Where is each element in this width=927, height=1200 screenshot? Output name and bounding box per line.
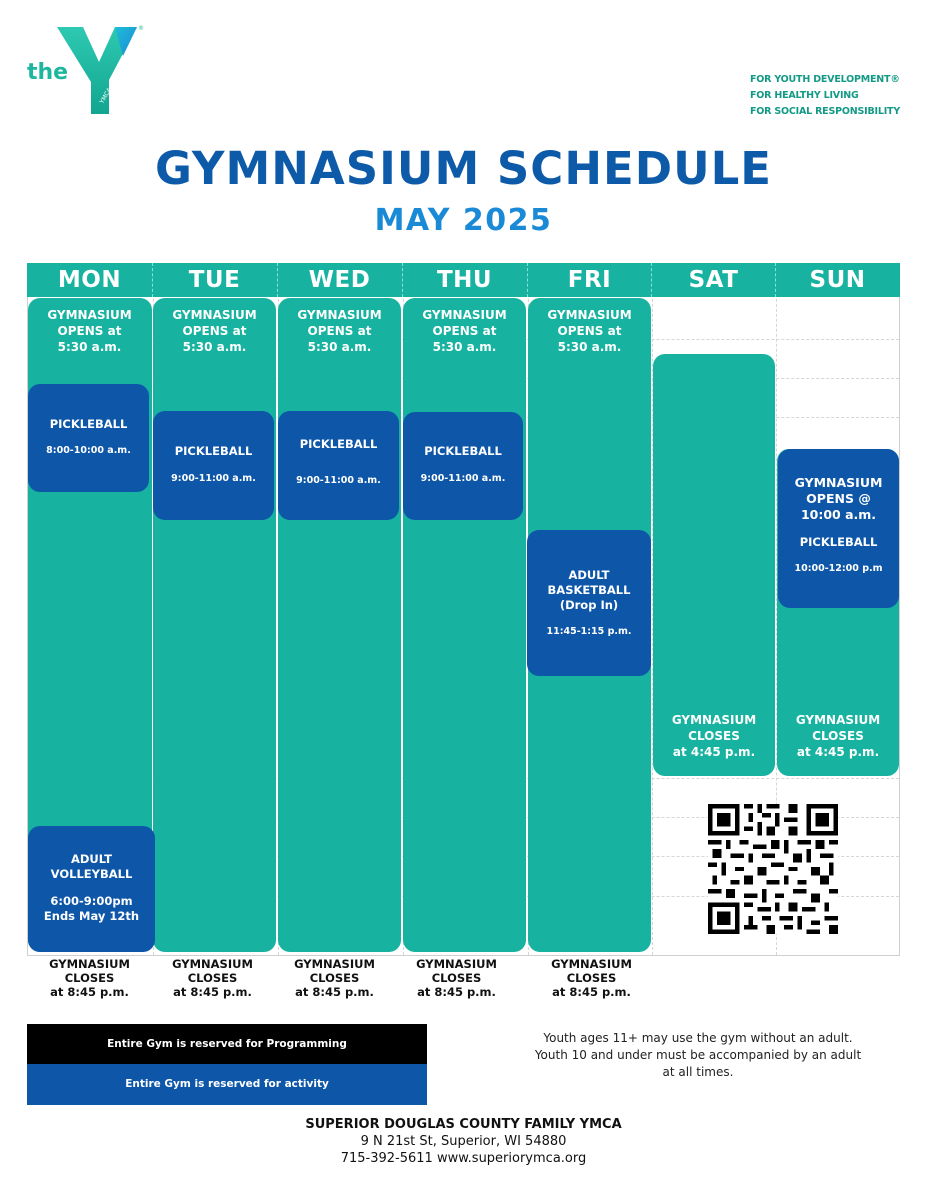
tagline-line: FOR HEALTHY LIVING	[749, 90, 859, 101]
mon-closes-text: GYMNASIUM CLOSES at 8:45 p.m.	[49, 957, 130, 999]
sat-closes-text: GYMNASIUM CLOSES at 4:45 p.m.	[671, 713, 757, 759]
footer	[0, 1116, 927, 1167]
wed-opens-text: GYMNASIUM OPENS at 5:30 a.m.	[297, 308, 382, 354]
sun-opens-pickleball-block: GYMNASIUM OPENS @ 10:00 a.m. PICKLEBALL 10:00-12:00 p.m	[778, 449, 899, 608]
tue-pickleball-block: PICKLEBALL 9:00-11:00 a.m.	[153, 411, 274, 520]
thu-closes-text: GYMNASIUM CLOSES at 8:45 p.m.	[416, 957, 497, 999]
footer-contact[interactable]: 715-392-5611 www.superiorymca.org	[340, 1151, 587, 1166]
qr-code-icon[interactable]	[708, 804, 838, 938]
youth-note-line: at all times.	[662, 1065, 734, 1079]
fri-basketball-block: ADULT BASKETBALL (Drop In) 11:45-1:15 p.m.	[527, 530, 651, 676]
day-header-sun: SUN	[809, 267, 866, 293]
legend-programming: Entire Gym is reserved for Programming	[27, 1024, 427, 1064]
day-header-mon: MON	[57, 267, 122, 293]
sun-closes-text: GYMNASIUM CLOSES at 4:45 p.m.	[795, 713, 881, 759]
logo-the-text: the	[27, 60, 69, 85]
ymca-logo-icon	[55, 22, 145, 121]
tagline	[750, 72, 900, 120]
mon-volleyball-block: ADULT VOLLEYBALL 6:00-9:00pm Ends May 12th	[28, 826, 155, 952]
tue-open-bar	[153, 298, 276, 952]
mon-pickleball-block: PICKLEBALL 8:00-10:00 a.m.	[28, 384, 149, 492]
wed-pickleball-block: PICKLEBALL 9:00-11:00 a.m.	[278, 411, 399, 520]
fri-closes-text: GYMNASIUM CLOSES at 8:45 p.m.	[551, 957, 632, 999]
logo-brand-text: YMCA	[98, 86, 114, 105]
tue-opens-text: GYMNASIUM OPENS at 5:30 a.m.	[172, 308, 257, 354]
day-header-wed: WED	[308, 267, 371, 293]
mon-opens-text: GYMNASIUM OPENS at 5:30 a.m.	[47, 308, 132, 354]
wed-closes-text: GYMNASIUM CLOSES at 8:45 p.m.	[294, 957, 375, 999]
youth-note-line: Youth 10 and under must be accompanied by an adult	[534, 1048, 862, 1062]
page-title: GYMNASIUM SCHEDULE	[154, 142, 773, 195]
footer-address: 9 N 21st St, Superior, WI 54880	[360, 1134, 567, 1149]
page-subtitle: MAY 2025	[374, 203, 553, 238]
day-header-thu: THU	[436, 267, 493, 293]
youth-policy-note	[498, 1030, 898, 1081]
tagline-line: FOR YOUTH DEVELOPMENT®	[749, 74, 900, 85]
thu-open-bar	[403, 298, 526, 952]
fri-opens-text: GYMNASIUM OPENS at 5:30 a.m.	[547, 308, 632, 354]
legend-activity: Entire Gym is reserved for activity	[27, 1064, 427, 1105]
day-header-tue: TUE	[188, 267, 241, 293]
svg-text:®: ®	[138, 25, 144, 32]
day-header-sat: SAT	[688, 267, 739, 293]
footer-org-name: SUPERIOR DOUGLAS COUNTY FAMILY YMCA	[305, 1117, 622, 1132]
tue-closes-text: GYMNASIUM CLOSES at 8:45 p.m.	[172, 957, 253, 999]
day-header-fri: FRI	[567, 267, 612, 293]
thu-opens-text: GYMNASIUM OPENS at 5:30 a.m.	[422, 308, 507, 354]
wed-open-bar	[278, 298, 401, 952]
thu-pickleball-block: PICKLEBALL 9:00-11:00 a.m.	[403, 412, 523, 520]
youth-note-line: Youth ages 11+ may use the gym without an adult.	[543, 1031, 853, 1045]
tagline-line: FOR SOCIAL RESPONSIBILITY	[749, 106, 900, 117]
